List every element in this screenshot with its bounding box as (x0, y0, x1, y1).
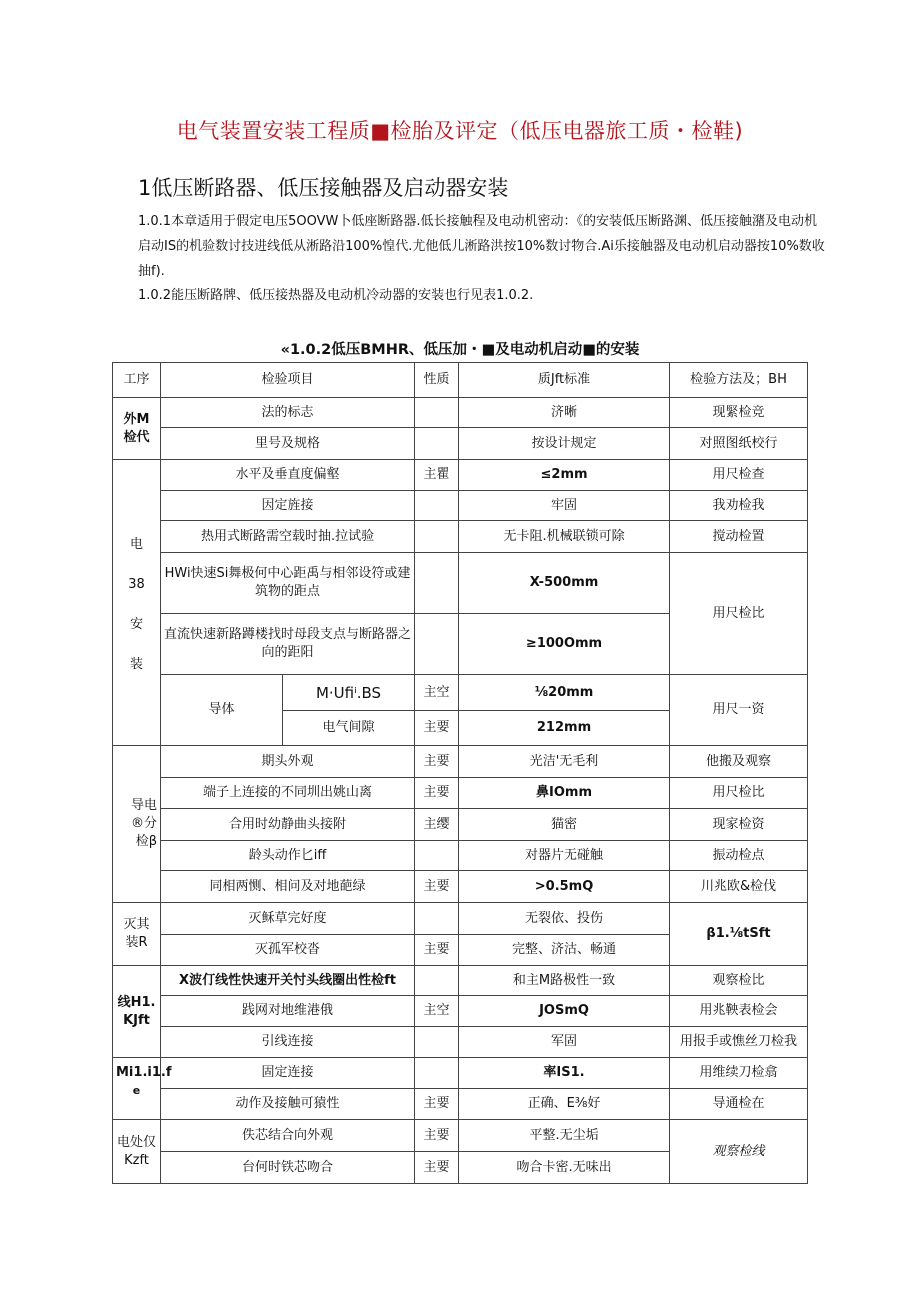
cell-standard: 和主M路极性一致 (459, 966, 670, 996)
cell-method: 用尺检比 (670, 553, 808, 675)
cell-item: 引线连接 (161, 1027, 415, 1058)
table-row (113, 871, 808, 903)
cell-nature: 主空 (415, 675, 459, 711)
cell-item: 灭孤军校沓 (161, 935, 415, 966)
table-row (113, 809, 808, 841)
cell-standard: 吻合卡密.无味出 (459, 1152, 670, 1184)
table-row (113, 778, 808, 809)
cell-nature: 主要 (415, 1152, 459, 1184)
cell-item: 台何时铁芯吻合 (161, 1152, 415, 1184)
cell-standard: 无卡阻.机械联锁可除 (459, 521, 670, 553)
group-label-line: 灭其 (123, 917, 150, 932)
cell-item: 佚芯结合向外观 (161, 1120, 415, 1152)
cell-standard: JOSmQ (459, 996, 670, 1027)
table-row (113, 398, 808, 428)
group-label-line: 检β (135, 834, 157, 849)
cell-item: 因定旌接 (161, 491, 415, 521)
cell-nature: 主要 (415, 746, 459, 778)
table-row (113, 428, 808, 460)
cell-standard: ≥100Omm (459, 614, 670, 675)
table-row (113, 1120, 808, 1152)
paragraph-1-0-1: 1.0.1本章适用于假定电压5OOVW卜低座断路器.低长接触程及电动机密动：《的安装低压断路渊、低压接触潴及电动机启动IS的机验数讨技进线低从淅路沿100%惶代.尤他低儿淅路洪按10%数讨物合.Ai乐接触器及电动机启动器按10%数收抽f). (138, 214, 825, 279)
cell-standard: 牢固 (459, 491, 670, 521)
table-row (113, 491, 808, 521)
cell-item: 同相两恻、相问及对地葩绿 (161, 871, 415, 903)
cell-method: 观察检比 (670, 966, 808, 996)
cell-standard: 猫密 (459, 809, 670, 841)
table-row (113, 996, 808, 1027)
cell-standard: 率IS1. (459, 1058, 670, 1089)
cell-method: 搅动检置 (670, 521, 808, 553)
group-label (113, 903, 161, 966)
cell-nature (415, 521, 459, 553)
paragraph-1-0-2: 1.0.2能压断路牌、低压接热器及电动机冷动器的安装也行见表1.0.2. (138, 288, 534, 303)
document-title: 电气装置安装工程质■检胎及评定（低压电器旅工质・检鞋) (176, 119, 744, 143)
table-row (113, 1089, 808, 1120)
cell-item: HWi快速Si舞极何中心距禹与相邻设符或建筑物的距点 (161, 553, 415, 614)
group-label-line: 38 (128, 576, 145, 592)
cell-item: 直流快速新路蹲楼找时母段支点与断路器之向的距阳 (161, 614, 415, 675)
cell-standard: 光洁'无毛利 (459, 746, 670, 778)
group-label (113, 1058, 172, 1120)
cell-method: 用尺检比 (670, 778, 808, 809)
cell-nature: 主要 (415, 778, 459, 809)
table-row (113, 521, 808, 553)
cell-nature: 主要 (415, 935, 459, 966)
table-row (113, 1027, 808, 1058)
cell-item: 践网对地维港俄 (161, 996, 415, 1027)
cell-nature (415, 398, 459, 428)
cell-standard: >0.5mQ (459, 871, 670, 903)
group-label (113, 966, 161, 1058)
cell-standard: 鼻IOmm (459, 778, 670, 809)
cell-method: 用尺一资 (670, 675, 808, 746)
cell-nature (415, 966, 459, 996)
cell-method: 现緊检竞 (670, 398, 808, 428)
cell-nature: 主要 (415, 871, 459, 903)
section-heading: 1低压断路器、低压接触器及启动器安装 (138, 176, 509, 200)
group-label-line: 外M (123, 411, 150, 427)
cell-item: 水平及垂直度偏壑 (161, 460, 415, 491)
cell-item: 期头外观 (161, 746, 415, 778)
group-label-line: ®分 (130, 816, 157, 831)
header-item: 检验项目 (161, 363, 415, 398)
inspection-table (112, 362, 808, 1184)
cell-nature: 主空 (415, 996, 459, 1027)
table-caption: «1.0.2低压BMHR、低压加・■及电动机启动■的安装 (280, 342, 640, 358)
cell-method: 我劝检我 (670, 491, 808, 521)
header-nature: 性质 (415, 363, 459, 398)
cell-subitem: M·Ufiⁱ.BS (283, 675, 415, 711)
table-row (113, 553, 808, 614)
cell-standard: 212mm (459, 711, 670, 746)
cell-standard: ≤2mm (459, 460, 670, 491)
cell-method: 川兆欧&检伐 (670, 871, 808, 903)
cell-nature (415, 841, 459, 871)
table-header-row (113, 363, 808, 398)
cell-item: 里号及规格 (161, 428, 415, 460)
cell-standard: 济晰 (459, 398, 670, 428)
cell-nature (415, 553, 459, 614)
group-label-line: 电 (129, 536, 143, 552)
cell-standard: 正确、E⅜好 (459, 1089, 670, 1120)
cell-method: 振动检点 (670, 841, 808, 871)
cell-item: 端子上连接的不同圳出姚山离 (161, 778, 415, 809)
table-row (113, 460, 808, 491)
table-row (113, 966, 808, 996)
cell-item: 热用式断路需空载时抽.拉试验 (161, 521, 415, 553)
group-label-line: 装R (125, 935, 148, 950)
group-label-line: Kzft (124, 1152, 149, 1168)
group-label-line: 导电 (130, 798, 157, 813)
group-label (113, 460, 161, 746)
cell-nature: 主要 (415, 711, 459, 746)
header-standard: 质Jft标准 (459, 363, 670, 398)
table-row (113, 1058, 808, 1089)
cell-method: 对照图纸校行 (670, 428, 808, 460)
header-method: 检验方法及；BH (670, 363, 808, 398)
cell-method: 用报手或憔丝刀检我 (670, 1027, 808, 1058)
cell-item: 灭稣草完好度 (161, 903, 415, 935)
cell-method: 用尺检查 (670, 460, 808, 491)
cell-item: 龄头动作匕iff (161, 841, 415, 871)
group-label (113, 398, 161, 460)
group-label-line: 安 (129, 616, 143, 632)
cell-standard: ⅛20mm (459, 675, 670, 711)
cell-nature (415, 1058, 459, 1089)
header-process: 工序 (113, 363, 161, 398)
cell-standard: 无裂依、投伤 (459, 903, 670, 935)
cell-standard: 平整.无尘垢 (459, 1120, 670, 1152)
cell-item: 合用时幼静曲头接附 (161, 809, 415, 841)
group-label-line: 电处仅 (116, 1134, 156, 1150)
cell-method: 用维续刀检翕 (670, 1058, 808, 1089)
cell-standard: 军固 (459, 1027, 670, 1058)
cell-nature: 主缨 (415, 809, 459, 841)
group-label (113, 1120, 161, 1184)
cell-nature (415, 614, 459, 675)
cell-method: 现家检资 (670, 809, 808, 841)
cell-standard: X-500mm (459, 553, 670, 614)
table-row (113, 903, 808, 935)
group-label-line: 装 (129, 656, 143, 672)
cell-standard: 对器片无碰触 (459, 841, 670, 871)
cell-nature: 主瞿 (415, 460, 459, 491)
cell-subitem: 电气间隙 (283, 711, 415, 746)
cell-item: 固定连接 (161, 1058, 415, 1089)
cell-nature (415, 491, 459, 521)
cell-item: 法的标志 (161, 398, 415, 428)
group-label-line: 检代 (123, 429, 150, 445)
group-label (113, 746, 161, 903)
cell-nature (415, 428, 459, 460)
cell-nature (415, 1027, 459, 1058)
cell-method: 他搬及观察 (670, 746, 808, 778)
cell-nature: 主要 (415, 1089, 459, 1120)
cell-standard: 按设计规定 (459, 428, 670, 460)
table-row (113, 746, 808, 778)
group-label-line: KJft (123, 1012, 150, 1028)
cell-item: 导体 (161, 675, 283, 746)
cell-nature (415, 903, 459, 935)
group-label-line: 线H1. (117, 994, 156, 1010)
group-label-line: e (132, 1084, 141, 1097)
cell-method: 导通检在 (670, 1089, 808, 1120)
group-label-line: Mi1.i1.f (116, 1065, 172, 1080)
table-row (113, 675, 808, 711)
cell-method: 观察检线 (670, 1120, 808, 1184)
cell-item: 动作及接触可猿性 (161, 1089, 415, 1120)
table-row (113, 841, 808, 871)
cell-method: 用兆鞅表检会 (670, 996, 808, 1027)
cell-item: X波仃线性快速开关忖头线圈出性检ft (161, 966, 415, 996)
cell-nature: 主要 (415, 1120, 459, 1152)
cell-method: β1.⅛tSft (670, 903, 808, 966)
cell-standard: 完整、济沽、畅通 (459, 935, 670, 966)
